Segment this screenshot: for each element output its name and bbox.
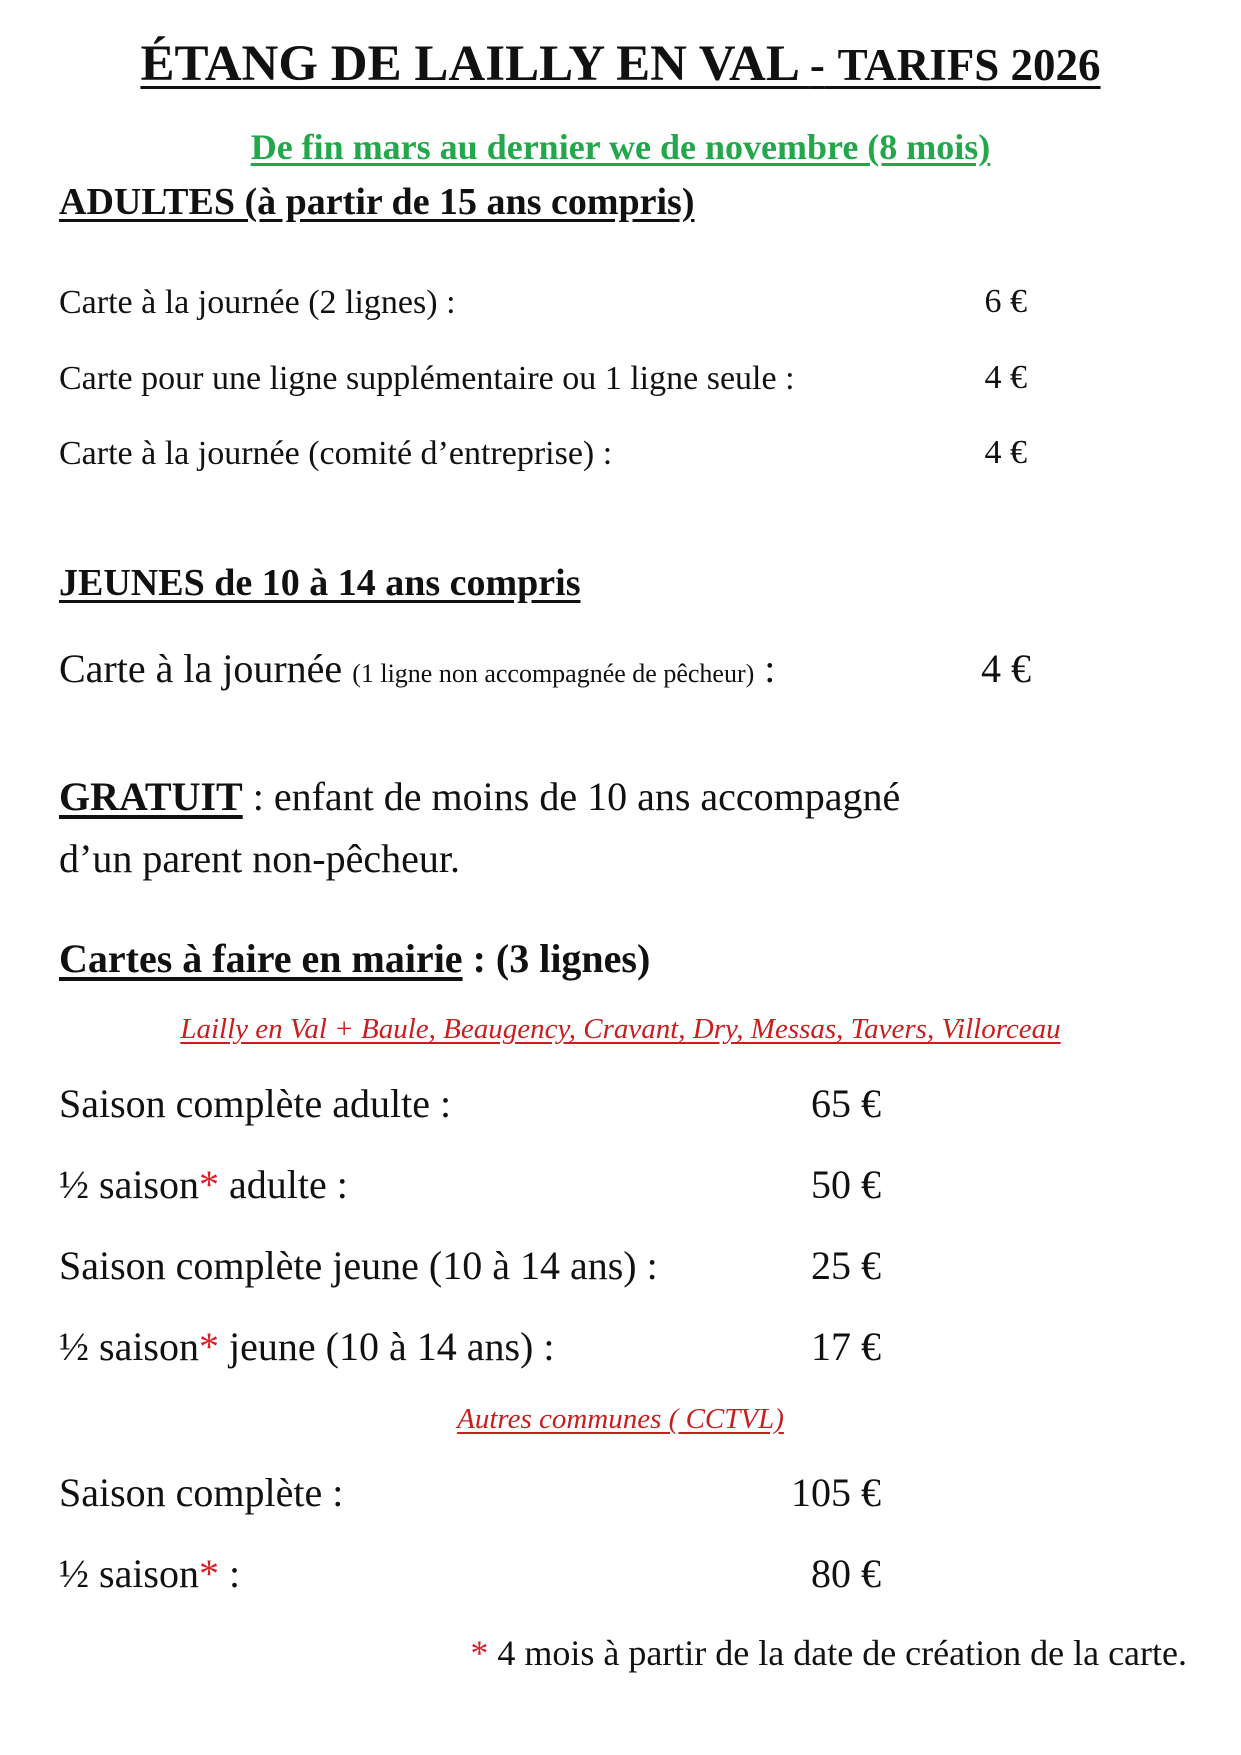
half-season-other-text-end: :	[219, 1551, 241, 1596]
jeunes-heading: JEUNES de 10 à 14 ans compris	[59, 562, 581, 604]
season-period: De fin mars au dernier we de novembre (8 mois)	[250, 127, 991, 167]
adult-ce-card-price: 4 €	[984, 434, 1027, 471]
gratuit-line-1	[59, 766, 900, 828]
season-other-label	[59, 1470, 343, 1516]
half-season-adult-label	[59, 1162, 348, 1208]
asterisk-mark: *	[199, 1551, 219, 1596]
adult-ce-card-label: Carte à la journée (comité d’entreprise) :	[59, 435, 613, 472]
footnote	[470, 1632, 1187, 1674]
gratuit-line-2: d’un parent non-pêcheur.	[59, 836, 460, 881]
season-youth-price: 25 €	[811, 1243, 881, 1288]
youth-day-card-note: (1 ligne non accompagnée de pêcheur)	[352, 659, 755, 688]
half-season-other-price: 80 €	[811, 1551, 881, 1596]
youth-day-card-row	[59, 646, 775, 697]
footnote-asterisk: *	[470, 1633, 489, 1673]
season-adult-label	[59, 1081, 451, 1127]
youth-day-card-price: 4 €	[981, 646, 1031, 691]
adult-day-card-label: Carte à la journée (2 lignes) :	[59, 284, 456, 321]
gratuit-text-1: : enfant de moins de 10 ans accompagné	[242, 774, 901, 819]
half-season-adult-price: 50 €	[811, 1162, 881, 1207]
half-season-adult-text-end: adulte :	[219, 1162, 348, 1207]
adultes-heading: ADULTES (à partir de 15 ans compris)	[59, 181, 695, 223]
title-main: ÉTANG DE LAILLY EN VAL	[140, 36, 798, 92]
adult-day-card-price: 6 €	[984, 283, 1027, 320]
adult-extra-line-label: Carte pour une ligne supplémentaire ou 1 ligne seule :	[59, 360, 795, 397]
half-season-youth-label	[59, 1324, 554, 1370]
adult-extra-line-price: 4 €	[984, 359, 1027, 396]
season-other-price: 105 €	[791, 1470, 881, 1515]
title-rest: TARIFS 2026	[837, 40, 1101, 90]
season-adult-price: 65 €	[811, 1081, 881, 1126]
cartes-heading-text: Cartes à faire en mairie	[59, 936, 463, 981]
youth-day-card-colon: :	[764, 646, 776, 691]
youth-day-card-label: Carte à la journée	[59, 646, 343, 691]
half-season-other-text: ½ saison	[59, 1551, 199, 1596]
season-youth-label	[59, 1243, 658, 1289]
half-season-youth-text: ½ saison	[59, 1324, 199, 1369]
half-season-other-label	[59, 1551, 240, 1597]
half-season-youth-text-end: jeune (10 à 14 ans) :	[219, 1324, 555, 1369]
footnote-text: 4 mois à partir de la date de création de la carte.	[488, 1633, 1187, 1673]
half-season-adult-text: ½ saison	[59, 1162, 199, 1207]
cartes-heading-suffix: : (3 lignes)	[462, 936, 651, 981]
page-title	[0, 34, 1241, 95]
gratuit-keyword: GRATUIT	[59, 774, 243, 819]
season-adult-text: Saison complète adulte :	[59, 1081, 452, 1126]
asterisk-mark: *	[199, 1162, 219, 1207]
asterisk-mark: *	[199, 1324, 219, 1369]
other-communes-title: Autres communes ( CCTVL)	[457, 1403, 784, 1435]
season-youth-text: Saison complète jeune (10 à 14 ans) :	[59, 1243, 658, 1288]
title-separator: -	[809, 40, 825, 90]
communes-list: Lailly en Val + Baule, Beaugency, Cravant, Dry, Messas, Tavers, Villorceau	[180, 1013, 1061, 1045]
season-other-text: Saison complète :	[59, 1470, 344, 1515]
half-season-youth-price: 17 €	[811, 1324, 881, 1369]
cartes-heading	[59, 935, 650, 982]
